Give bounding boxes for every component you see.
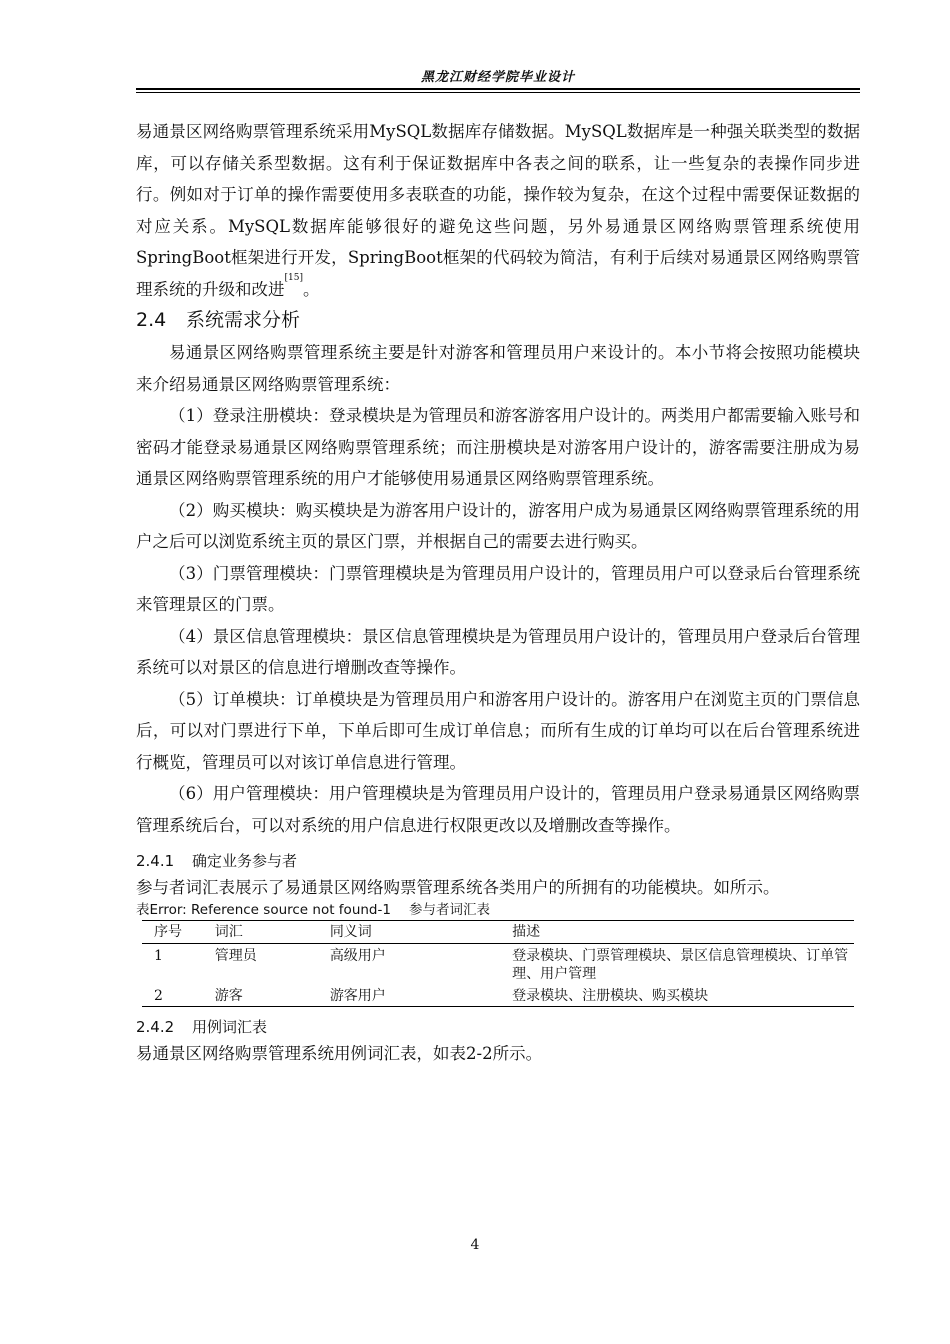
module-item-5: （5）订单模块：订单模块是为管理员用户和游客用户设计的。游客用户在浏览主页的门票信息后，可以对门票进行下单，下单后即可生成订单信息；而所有生成的订单均可以在后台管理系统进行概览，管理员可以对该订单信息进行管理。 xyxy=(136,689,860,772)
table-cell: 2 xyxy=(142,984,203,1007)
header-cell: 同义词 xyxy=(318,921,500,944)
table-cell: 1 xyxy=(154,948,163,964)
module-item-6: （6）用户管理模块：用户管理模块是为管理员用户设计的，管理员用户登录易通景区网络购票管理系统后台，可以对系统的用户信息进行权限更改以及增删改查等操作。 xyxy=(136,784,860,835)
module-item-3: （3）门票管理模块：门票管理模块是为管理员用户设计的，管理员用户可以登录后台管理系统来管理景区的门票。 xyxy=(136,563,860,614)
citation: [15] xyxy=(284,272,303,283)
table-cell: 管理员 xyxy=(214,948,257,964)
header-divider xyxy=(136,88,860,93)
section-lead: 易通景区网络购票管理系统主要是针对游客和管理员用户来设计的。本小节将会按照功能模块来介绍易通景区网络购票管理系统： xyxy=(136,343,860,394)
table-caption xyxy=(136,900,860,920)
section-number: 2.4.2 xyxy=(136,1018,175,1036)
section-number: 2.4 xyxy=(136,309,167,331)
table-cell: 登录模块、注册模块、购买模块 xyxy=(500,984,854,1007)
intro-paragraph xyxy=(136,116,860,305)
use-case-intro-text: 易通景区网络购票管理系统用例词汇表，如表2-2所示。 xyxy=(136,1044,543,1063)
table-cell: 登录模块、门票管理模块、景区信息管理模块、订单管理、用户管理 xyxy=(512,948,849,982)
section-heading-2-4 xyxy=(136,305,860,335)
section-number: 2.4.1 xyxy=(136,852,175,870)
page-header: 黑龙江财经学院毕业设计 xyxy=(420,70,575,85)
module-item-2: （2）购买模块：购买模块是为游客用户设计的，游客用户成为易通景区网络购票管理系统的用户之后可以浏览系统主页的景区门票，并根据自己的需要去进行购买。 xyxy=(136,500,860,551)
table-row xyxy=(142,984,854,1007)
table-cell: 游客 xyxy=(203,984,318,1007)
section-heading-2-4-2 xyxy=(136,1013,860,1041)
table-cell: 游客用户 xyxy=(318,984,500,1007)
module-item-4: （4）景区信息管理模块：景区信息管理模块是为管理员用户设计的，管理员用户登录后台管理系统可以对景区的信息进行增删改查等操作。 xyxy=(136,626,860,677)
caption-label: 表Error: Reference source not found-1 xyxy=(136,902,391,918)
section-title: 系统需求分析 xyxy=(186,309,301,331)
table-row xyxy=(142,944,854,985)
actor-glossary-table xyxy=(142,920,854,1007)
section-title: 用例词汇表 xyxy=(192,1018,268,1036)
page-body xyxy=(136,116,860,1066)
table-cell: 高级用户 xyxy=(329,948,386,964)
header-cell: 序号 xyxy=(142,921,203,944)
caption-title: 参与者词汇表 xyxy=(408,902,490,918)
intro-end: 。 xyxy=(302,279,320,299)
actor-intro-text: 参与者词汇表展示了易通景区网络购票管理系统各类用户的所拥有的功能模块。如所示。 xyxy=(136,878,780,897)
section-heading-2-4-1 xyxy=(136,847,860,875)
intro-text: 易通景区网络购票管理系统采用MySQL数据库存储数据。MySQL数据库是一种强关联类型的数据库，可以存储关系型数据。这有利于保证数据库中各表之间的联系，让一些复杂的表操作同步进行。例如对于订单的操作需要使用多表联查的功能，操作较为复杂，在这个过程中需要保证数据的对应关系。MySQL数据库能够很好的避免这些问题，另外易通景区网络购票管理系统使用SpringBoot框架进行开发，SpringBoot框架的代码较为简洁，有利于后续对易通景区网络购票管理系统的升级和改进 xyxy=(136,122,860,299)
module-item-1: （1）登录注册模块：登录模块是为管理员和游客游客用户设计的。两类用户都需要输入账号和密码才能登录易通景区网络购票管理系统；而注册模块是对游客用户设计的，游客需要注册成为易通景区网络购票管理系统的用户才能够使用易通景区网络购票管理系统。 xyxy=(136,406,860,488)
page-number: 4 xyxy=(470,1237,480,1253)
header-cell: 描述 xyxy=(500,921,854,944)
table-header-row xyxy=(142,921,854,944)
section-title: 确定业务参与者 xyxy=(192,852,298,870)
header-cell: 词汇 xyxy=(203,921,318,944)
